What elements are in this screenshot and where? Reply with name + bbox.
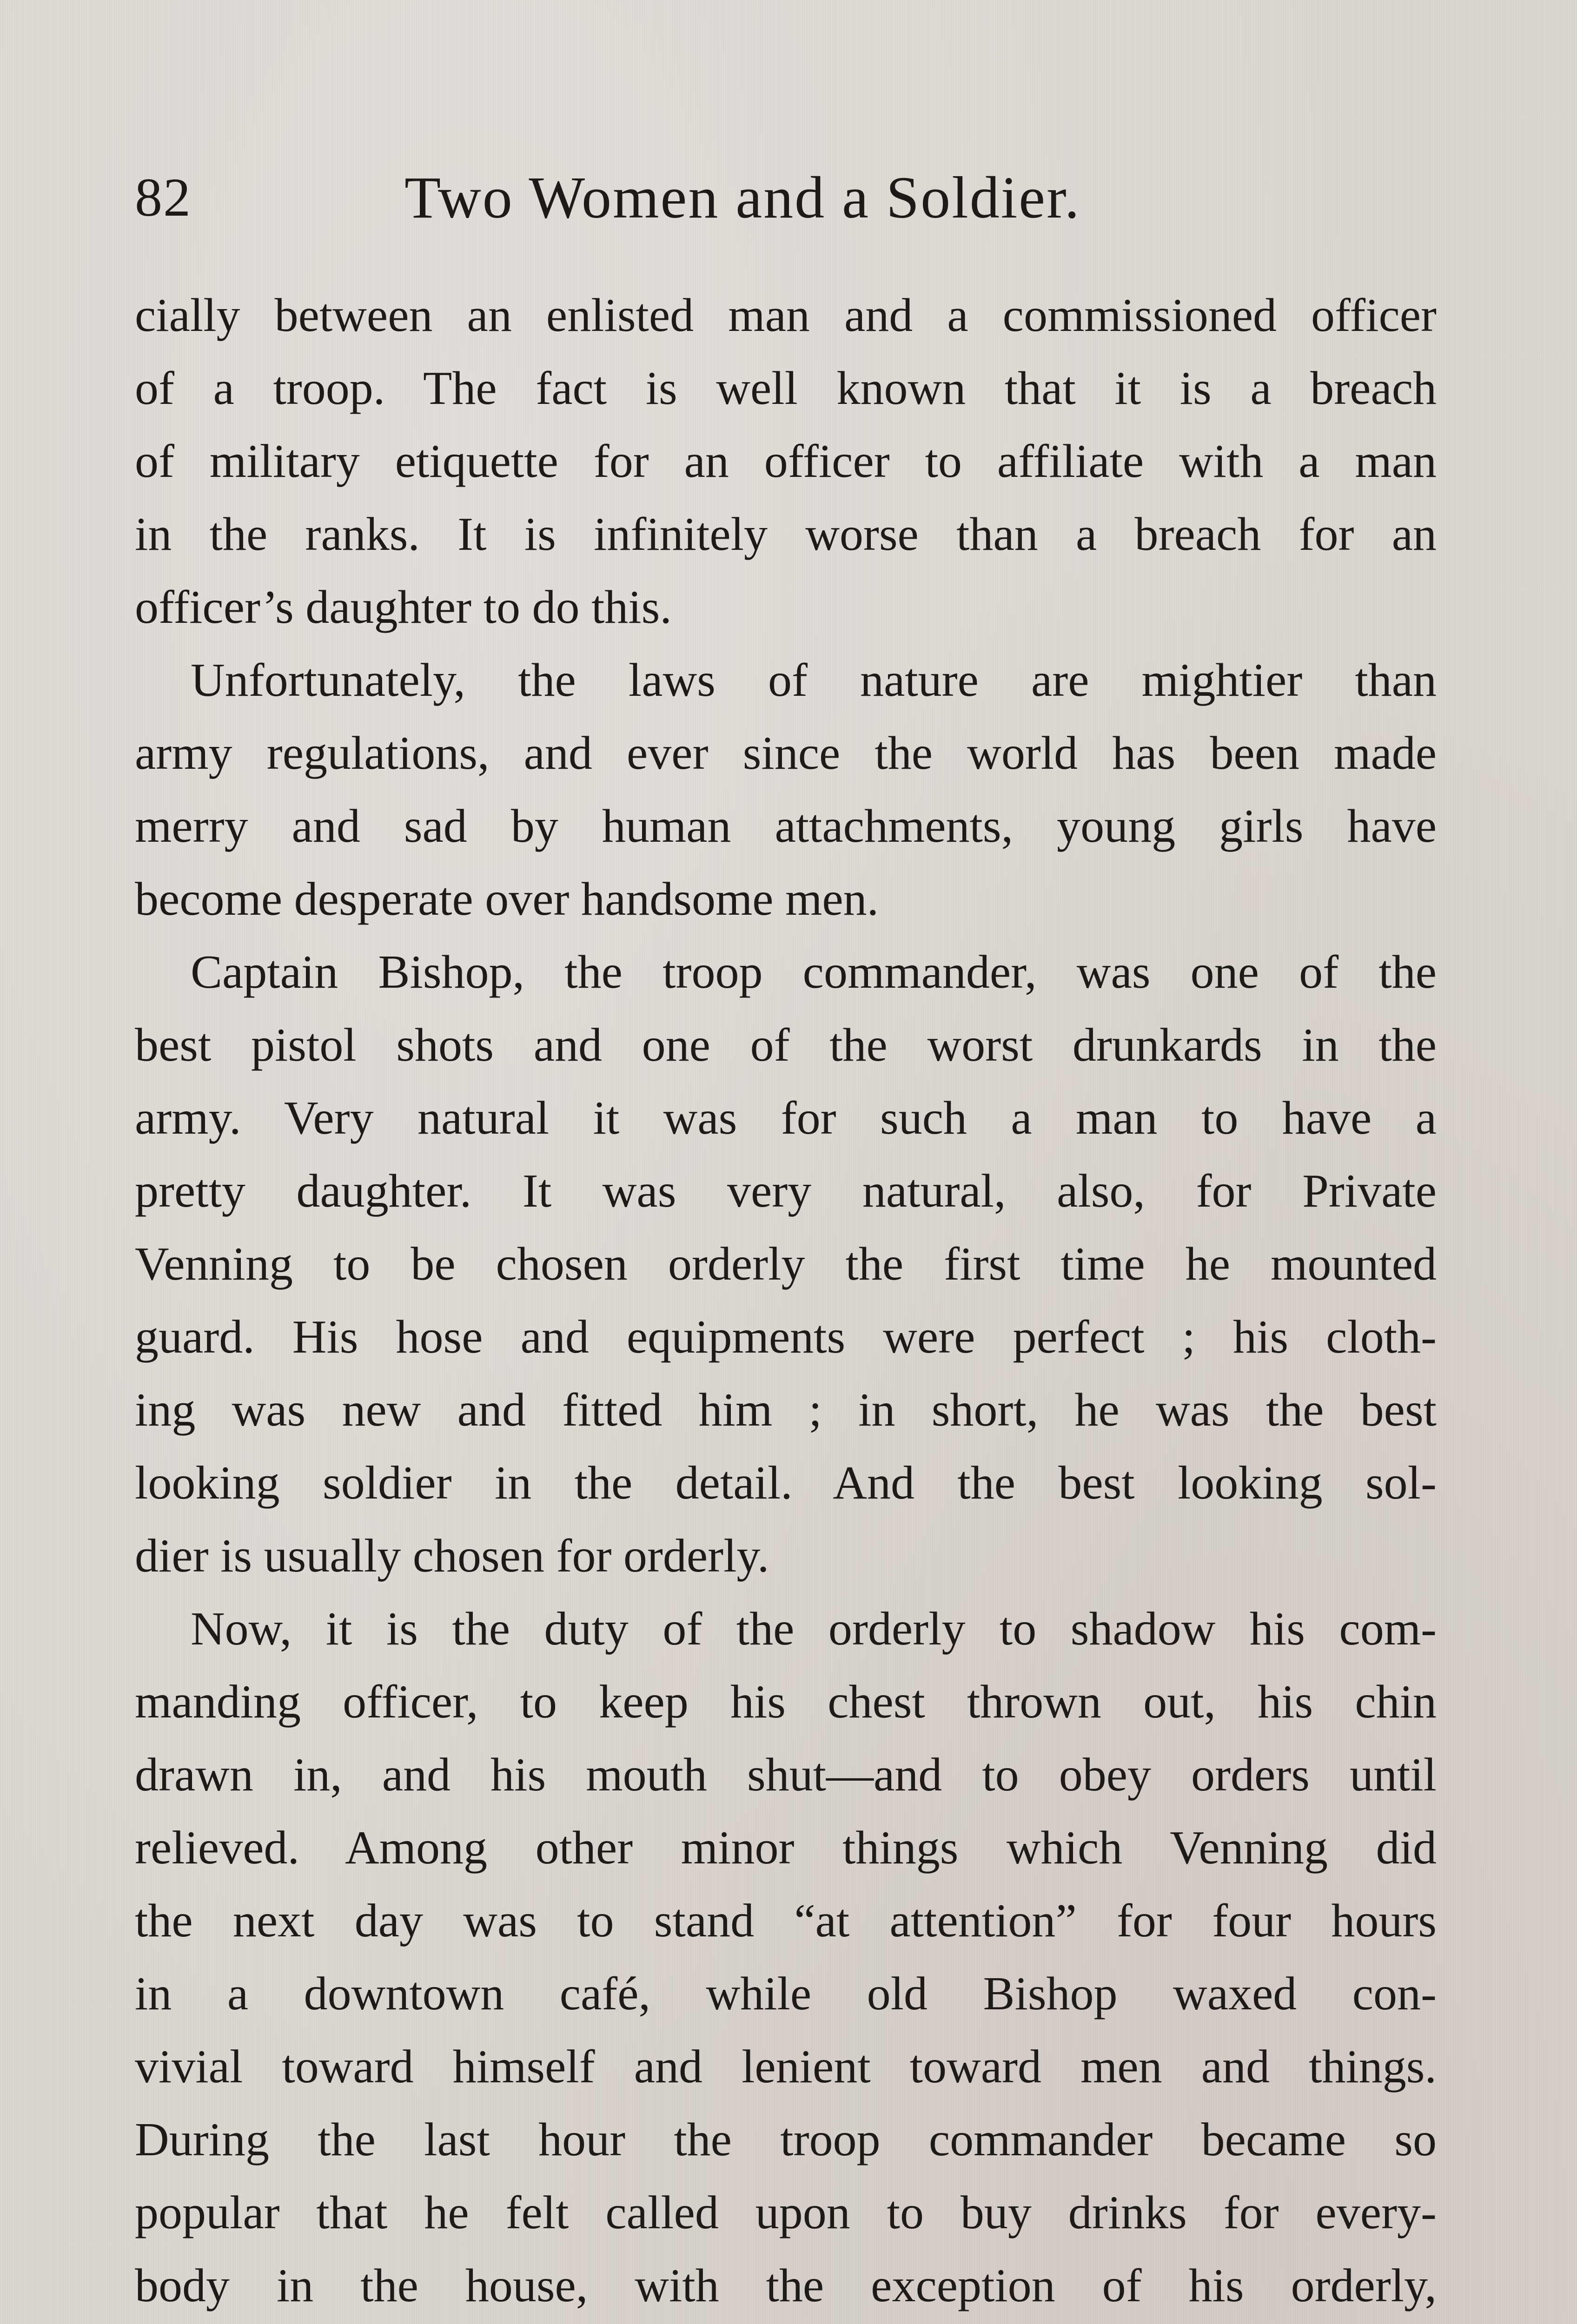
text-line: dier is usually chosen for orderly.	[135, 1530, 769, 1582]
text-line: ing was new and fitted him ; in short, he was the best	[135, 1384, 1437, 1436]
text-line: of military etiquette for an officer to affiliate with a man	[135, 435, 1437, 488]
body-text	[135, 279, 1437, 2324]
page-number: 82	[135, 167, 192, 228]
text-line: guard. His hose and equipments were perfect ; his cloth-	[135, 1311, 1437, 1363]
paragraph-start-line: Captain Bishop, the troop commander, was one of the	[191, 946, 1437, 998]
text-line: of a troop. The fact is well known that it is a breach	[135, 362, 1437, 415]
text-line: in the ranks. It is infinitely worse than a breach for an	[135, 508, 1437, 561]
paragraph-start-line: Unfortunately, the laws of nature are mightier than	[191, 654, 1437, 706]
text-line: army. Very natural it was for such a man to have a	[135, 1092, 1437, 1144]
text-line: manding officer, to keep his chest thrown out, his chin	[135, 1676, 1437, 1728]
text-line: army regulations, and ever since the world has been made	[135, 727, 1437, 779]
paragraph-start-line: Now, it is the duty of the orderly to shadow his com-	[191, 1603, 1437, 1655]
text-line: become desperate over handsome men.	[135, 873, 879, 925]
text-line: merry and sad by human attachments, young girls have	[135, 800, 1437, 852]
text-line: pretty daughter. It was very natural, also, for Private	[135, 1165, 1437, 1217]
text-line	[135, 2322, 1437, 2324]
text-line: During the last hour the troop commander became so	[135, 2113, 1437, 2166]
page-header	[135, 158, 1437, 237]
text-line: vivial toward himself and lenient toward men and things.	[135, 2040, 1437, 2093]
text-line: Venning to be chosen orderly the first time he mounted	[135, 1238, 1437, 1290]
running-title: Two Women and a Soldier.	[404, 165, 1081, 231]
text-line: body in the house, with the exception of his orderly,	[135, 2259, 1437, 2312]
text-line: popular that he felt called upon to buy drinks for every-	[135, 2186, 1437, 2239]
text-line: cially between an enlisted man and a commissioned officer	[135, 289, 1437, 342]
text-line: best pistol shots and one of the worst drunkards in the	[135, 1019, 1437, 1071]
text-line: relieved. Among other minor things which Venning did	[135, 1822, 1437, 1874]
text-line: the next day was to stand “at attention” for four hours	[135, 1895, 1437, 1947]
text-line: looking soldier in the detail. And the best looking sol-	[135, 1457, 1437, 1509]
text-line: in a downtown café, while old Bishop waxed con-	[135, 1967, 1437, 2020]
text-line: officer’s daughter to do this.	[135, 581, 672, 634]
text-line: drawn in, and his mouth shut—and to obey orders until	[135, 1749, 1437, 1801]
